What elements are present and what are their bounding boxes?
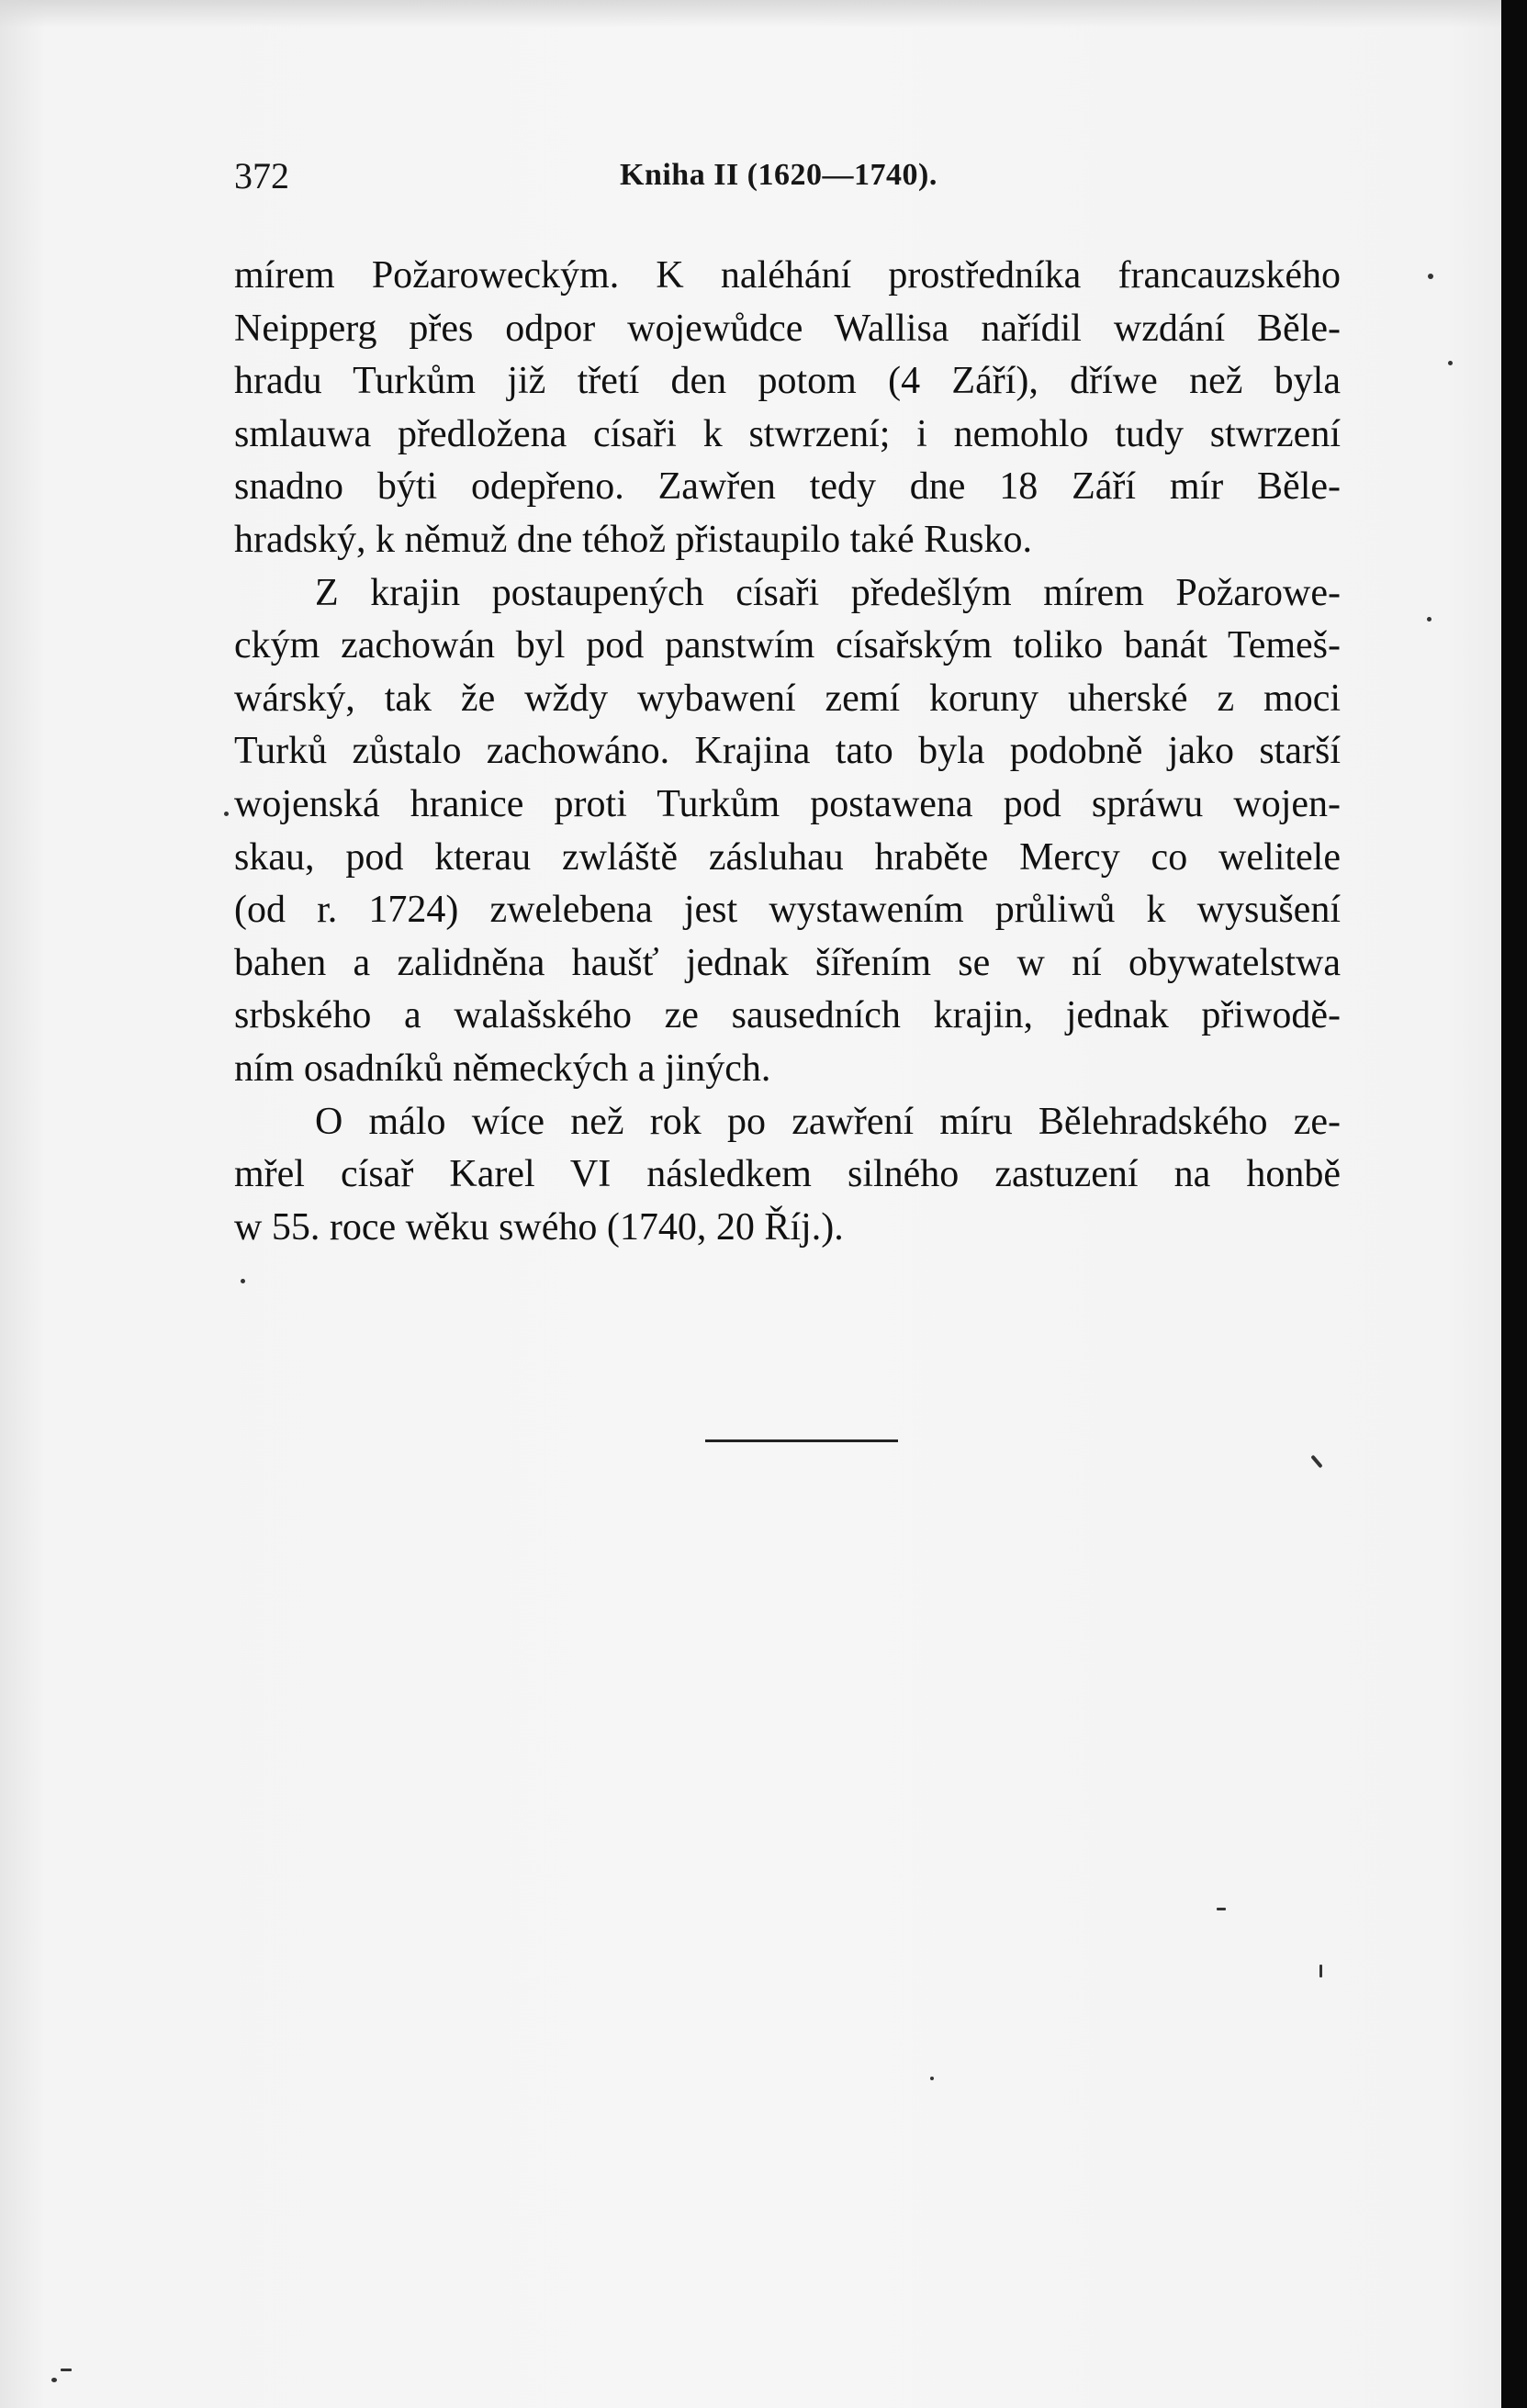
text-line: ckým zachowán byl pod panstwím císařským toliko banát Temeš- <box>234 624 1341 667</box>
scan-speck <box>1428 274 1433 279</box>
scan-speck <box>224 812 229 816</box>
text-line: w 55. roce wěku swého (1740, 20 Říj.). <box>234 1205 844 1249</box>
text-line: skau, pod kterau zwláště zásluhau hraběte Mercy co welitele <box>234 835 1341 879</box>
text-line: Turků zůstalo zachowáno. Krajina tato byla podobně jako starší <box>234 730 1341 773</box>
scan-speck <box>1427 617 1432 622</box>
scan-speck <box>930 2077 934 2080</box>
paragraph-2 <box>234 567 1341 1096</box>
scan-dark-edge <box>1501 0 1527 2408</box>
running-title: Kniha II (1620—1740). <box>620 158 938 192</box>
text-line: srbského a walašského ze sausedních krajin, jednak přiwodě- <box>234 994 1341 1037</box>
body-text <box>234 250 1341 1254</box>
scan-top-shadow <box>0 0 1527 28</box>
scan-speck <box>241 1279 245 1283</box>
page-number: 372 <box>234 155 289 196</box>
scan-speck <box>51 2378 57 2382</box>
text-line: Neipperg přes odpor wojewůdce Wallisa nařídil wzdání Běle- <box>234 307 1341 350</box>
text-line: hradský, k němuž dne téhož přistaupilo také Rusko. <box>234 518 1032 561</box>
paragraph-1 <box>234 250 1341 567</box>
section-end-rule <box>705 1439 898 1442</box>
text-line: O málo wíce než rok po zawření míru Bělehradského ze- <box>315 1100 1341 1143</box>
text-line: mřel císař Karel VI následkem silného zastuzení na honbě <box>234 1153 1341 1196</box>
scan-speck <box>61 2369 72 2371</box>
text-line: snadno býti odepřeno. Zawřen tedy dne 18 Září mír Běle- <box>234 465 1341 509</box>
text-line: bahen a zalidněna haušť jednak šířením se w ní obywatelstwa <box>234 941 1341 984</box>
text-line: hradu Turkům již třetí den potom (4 Září), dříwe než byla <box>234 360 1341 403</box>
text-line: Z krajin postaupených císaři předešlým mírem Požarowe- <box>315 571 1341 614</box>
text-line: smlauwa předložena císaři k stwrzení; i nemohlo tudy stwrzení <box>234 412 1341 455</box>
scan-speck <box>1217 1908 1226 1910</box>
text-line: wojenská hranice proti Turkům postawena pod spráwu wojen- <box>234 782 1341 825</box>
text-line: (od r. 1724) zwelebena jest wystawením průliwů k wysušení <box>234 889 1341 932</box>
scan-speck <box>1319 1965 1322 1977</box>
running-head <box>234 154 960 209</box>
text-line: mírem Požaroweckým. K naléhání prostředníka francauzského <box>234 254 1341 297</box>
paragraph-3 <box>234 1096 1341 1255</box>
text-line: ním osadníků německých a jiných. <box>234 1047 771 1090</box>
scan-speck <box>1448 361 1453 365</box>
text-line: wárský, tak že wždy wybawení zemí koruny uherské z moci <box>234 677 1341 720</box>
